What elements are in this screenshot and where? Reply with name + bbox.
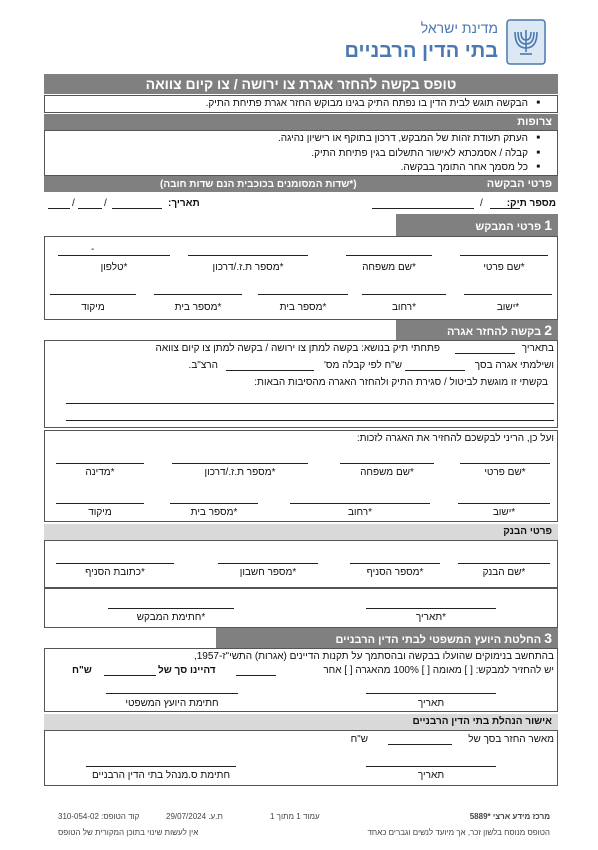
date-sep: /: [104, 198, 107, 209]
country-label: *מדינה: [85, 467, 115, 478]
last-name-label: *שם משפחה: [362, 262, 416, 273]
decision-options: יש להחזיר למבקש: [ ] מאומה [ ] 100% מהאגרה [ ] אחר: [323, 665, 554, 676]
form-title: [44, 74, 558, 94]
state-name: מדינת ישראל: [420, 20, 498, 36]
advisor-date-field[interactable]: [366, 693, 496, 694]
date-sep: /: [72, 198, 75, 209]
refund-zip-label: מיקוד: [88, 507, 112, 518]
bank-box: [44, 540, 558, 588]
street-field[interactable]: [362, 294, 446, 295]
id-field[interactable]: [188, 255, 308, 256]
city-field[interactable]: [464, 294, 552, 295]
phone-dash: -: [91, 244, 95, 255]
advisor-date-label: תאריך: [417, 698, 445, 709]
file-no-field-1[interactable]: [490, 208, 520, 209]
section1-title: פרטי המבקש: [475, 221, 542, 233]
refund-street-label: *רחוב: [347, 507, 373, 518]
bank-name-field[interactable]: [458, 563, 550, 564]
applicant-date-label: *תאריך: [415, 612, 447, 623]
attachment-item: ■ כל מסמך אחר התומך בבקשה.: [401, 162, 528, 173]
house-no-field[interactable]: [258, 294, 348, 295]
reasons-text: בקשתי זו מוגשת לביטול / סגירת התיק ולהחזר האגרה מהסיבות הבאות:: [254, 377, 548, 388]
branch-address-label: *כתובת הסניף: [85, 567, 145, 578]
refund-last-name-label: *שם משפחה: [360, 467, 414, 478]
approval-date-label: תאריך: [417, 770, 445, 781]
branch-no-field[interactable]: [350, 563, 440, 564]
branch-no-label: *מספר הסניף: [366, 567, 424, 578]
last-name-field[interactable]: [346, 255, 432, 256]
attachment-item: ■ העתק תעודת זהות של המבקש, דרכון בתוקף או רישיון נהיגה.: [278, 133, 528, 144]
no-changes-note: אין לעשות שינוי בתוכן המקורית של הטופס: [58, 828, 199, 837]
section2-num: 2: [544, 322, 552, 338]
section3-bar: [216, 628, 558, 648]
decision-amount-field[interactable]: [104, 675, 156, 676]
open-date-label: בתאריך: [521, 343, 554, 354]
account-no-field[interactable]: [218, 563, 318, 564]
approval-title: אישור הנהלת בתי הדין הרבניים: [412, 716, 552, 727]
section1-num: 1: [544, 217, 552, 233]
house-no-field-2[interactable]: [154, 294, 242, 295]
refund-house-no-field[interactable]: [170, 503, 258, 504]
refund-first-name-label: *שם פרטי: [484, 467, 526, 478]
open-subject-text: פתחתי תיק בנושא: בקשה למתן צו ירושה / בקשה למתן צו קיום צוואה: [155, 343, 440, 354]
section2-title: בקשה להחזר אגרה: [446, 326, 542, 338]
account-no-label: *מספר חשבון: [239, 567, 297, 578]
first-name-field[interactable]: [460, 255, 548, 256]
id-label: *מספר ת.ז./דרכון: [212, 262, 284, 273]
section2-bar: [396, 320, 558, 340]
first-name-label: *שם פרטי: [483, 262, 525, 273]
director-signature-field[interactable]: [86, 766, 236, 767]
reasons-line-1[interactable]: [66, 403, 554, 404]
section3-num: 3: [544, 630, 552, 646]
decision-currency: ש"ח: [72, 665, 92, 676]
attached-text: הרצ"ב.: [188, 360, 218, 371]
form-title-text: טופס בקשה להחזר אגרת צו ירושה / צו קיום צוואה: [145, 76, 457, 92]
intro-bullet: ■ הבקשה תוגש לבית הדין בו נפתח התיק בגינו מבוקש החזר אגרת פתיחת התיק.: [206, 98, 528, 109]
advisor-signature-field[interactable]: [106, 693, 238, 694]
refund-city-field[interactable]: [458, 503, 550, 504]
file-no-field-2[interactable]: [372, 208, 474, 209]
section1-bar: [396, 214, 558, 236]
attachment-item: ■ קבלה / אסמכתא לאישור התשלום בגין פתיחת התיק.: [311, 148, 528, 159]
attachments-title-text: צרופות: [517, 116, 552, 128]
refund-zip-field[interactable]: [56, 503, 144, 504]
section3-title: החלטת היועץ המשפטי לבתי הדין הרבניים: [335, 634, 542, 646]
country-field[interactable]: [56, 463, 144, 464]
branch-address-field[interactable]: [56, 563, 174, 564]
amount-of-label: דהיינו סך של: [158, 665, 216, 676]
advisor-signature-label: חתימת היועץ המשפטי: [125, 698, 219, 709]
applicant-signature-label: *חתימת המבקש: [136, 612, 206, 623]
approval-currency: ש"ח: [350, 734, 368, 745]
refund-intro: ועל כן, הריני לבקשכם להחזיר את האגרה לזכות:: [356, 433, 554, 444]
zip-label: מיקוד: [81, 302, 105, 313]
form-date: ת.ע. 29/07/2024: [166, 812, 223, 821]
phone-field[interactable]: [58, 255, 170, 256]
date-label: תאריך:: [168, 198, 200, 209]
refund-id-label: *מספר ת.ז./דרכון: [204, 467, 276, 478]
page-number: עמוד 1 מתוך 1: [270, 812, 320, 821]
refund-house-no-label: *מספר בית: [190, 507, 238, 518]
refund-first-name-field[interactable]: [460, 463, 550, 464]
refund-last-name-field[interactable]: [340, 463, 434, 464]
file-no-label: מספר תיק:: [506, 198, 556, 209]
mandatory-note: (*שדות המסומנים בכוכבית הנם שדות חובה): [160, 179, 357, 190]
date-field-year[interactable]: [48, 208, 70, 209]
bank-title: פרטי הבנק: [503, 526, 552, 537]
gender-note: הטופס מנוסח בלשון זכר, אך מיועד לנשים וגברים כאחד: [367, 828, 550, 837]
org-name: בתי הדין הרבניים: [344, 40, 498, 62]
attachments-title: [44, 114, 558, 130]
house-no-label-2: *מספר בית: [174, 302, 222, 313]
date-field-month[interactable]: [78, 208, 102, 209]
decision-intro: בהתחשב בנימוקים שהועלו בבקשה ובהסתמך על תקנות הדיינים (אגרות) התשי"ז-1957,: [193, 651, 554, 662]
reasons-line-2[interactable]: [66, 420, 554, 421]
applicant-date-field[interactable]: [366, 608, 496, 609]
approval-amount-field[interactable]: [388, 744, 452, 745]
receipt-no-field[interactable]: [226, 370, 314, 371]
other-amount-field[interactable]: [236, 675, 276, 676]
state-emblem-icon: [505, 18, 547, 66]
open-date-field[interactable]: [455, 353, 515, 354]
refund-id-field[interactable]: [172, 463, 308, 464]
info-center: מרכז מידע ארצי *5889: [469, 812, 550, 821]
street-label: *רחוב: [391, 302, 417, 313]
bank-title-bar: [44, 524, 558, 540]
zip-field[interactable]: [50, 294, 136, 295]
director-signature-label: חתימת ס.מנהל בתי הדין הרבניים: [91, 770, 231, 781]
refund-city-label: *ישוב: [492, 507, 516, 518]
paid-amount-field[interactable]: [405, 370, 465, 371]
file-no-sep: /: [480, 198, 483, 209]
phone-label: *טלפון: [100, 262, 128, 273]
paid-label: ושילמתי אגרה בסך: [474, 360, 554, 371]
house-no-label: *מספר בית: [279, 302, 327, 313]
city-label: *ישוב: [496, 302, 520, 313]
refund-street-field[interactable]: [290, 503, 430, 504]
date-field-day[interactable]: [112, 208, 162, 209]
receipt-label: ש"ח לפי קבלה מס': [323, 360, 402, 371]
request-details-title: פרטי הבקשה: [486, 178, 552, 190]
applicant-signature-field[interactable]: [108, 608, 234, 609]
bank-name-label: *שם הבנק: [482, 567, 526, 578]
approval-title-bar: [44, 714, 558, 730]
approval-amount-label: מאשר החזר בסך של: [468, 734, 554, 745]
approval-date-field[interactable]: [366, 766, 496, 767]
form-code: קוד הטופס: 310-054-02: [58, 812, 140, 821]
